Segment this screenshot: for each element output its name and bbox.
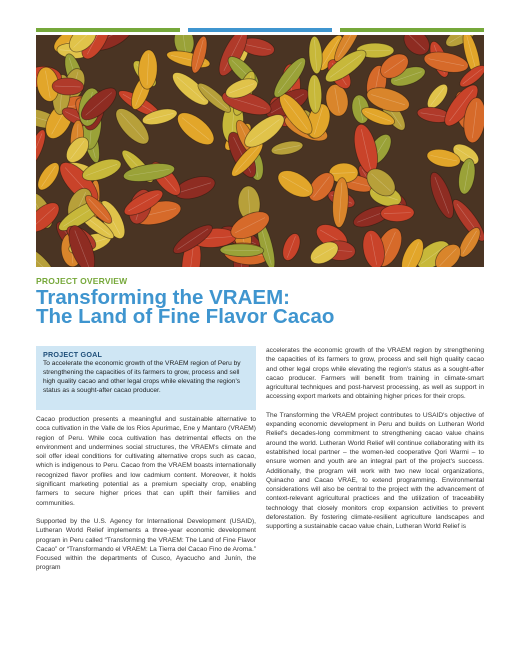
- top-bar-green-right: [340, 28, 484, 32]
- left-paragraph-1: Cacao production presents a meaningful and sustainable alternative to coca cultivation in the Valle de los Ríos Apurimac, Ene y Mantaro (VRAEM) region of Peru. While coca cultivation has detrimental effects on the environment and undermines social structures, the VRAEM's climate and soil offer ideal conditions for cultivating alternative crops such as cacao, which is indigenous to Peru. Cacao from the VRAEM boasts internationally recognized flavor profiles and low cadmium content. Moreover, it holds significant marketing potential as a premium specialty crop, enabling farmers to secure higher prices that can uplift their families and communities.: [36, 416, 256, 507]
- top-bar-blue: [188, 28, 332, 32]
- title-line-2: The Land of Fine Flavor Cacao: [36, 305, 335, 328]
- project-goal-label: PROJECT GOAL: [43, 350, 103, 359]
- right-column: [266, 346, 484, 541]
- left-column: [36, 415, 256, 582]
- top-bar-green: [36, 28, 180, 32]
- title-line-1: Transforming the VRAEM:: [36, 286, 290, 309]
- page-title: [36, 288, 484, 326]
- hero-image-cacao-pods: [36, 35, 484, 267]
- right-paragraph-1: accelerates the economic growth of the VRAEM region by strengthening the capacities of its farmers to grow, process and sell high quality cacao and other legal crops while elevating the region's status as a sought-after cacao producer. Farmers will benefit from training in climate-smart agricultural techniques and post-harvest processing, as well as support in accessing export markets and obtaining higher prices for their crops.: [266, 347, 484, 401]
- cacao-pods-illustration: [36, 35, 484, 267]
- project-goal-box: [36, 346, 256, 410]
- section-label: PROJECT OVERVIEW: [36, 276, 128, 286]
- left-paragraph-2: Supported by the U.S. Agency for International Development (USAID), Lutheran World Relief implements a three-year economic development program in Peru called “Transforming the VRAEM: The Land of Fine Flavor Cacao” or “Transformando el VRAEM: La Tierra del Cacao Fino de Aroma.” Focused within the departments of Cusco, Ayacucho and Junín, the program: [36, 517, 256, 572]
- project-goal-text: To accelerate the economic growth of the VRAEM region of Peru by strengthening the capacities of its farmers to grow, process and sell high quality cacao and other legal crops while elevating the region's status as a sought-after cacao producer.: [43, 360, 241, 395]
- right-paragraph-2: The Transforming the VRAEM project contributes to USAID's objective of expanding economic development in Peru and builds on Lutheran World Relief's decades-long commitment to strengthening cacao value chains around the world. Lutheran World Relief will continue collaborating with its established local partner – the women-led cooperative Qori Warmi – to ensure women and youth are an integral part of the project's success. Additionally, the program will work with two new local organizations, Quinacho and Cacao VRAE, to extend programming. Environmental considerations will also be central to the project with the advancement of context-relevant agricultural practices and the utilization of traceability technology that closely monitors crop expansion activities to prevent deforestation. By fostering climate-resilient agriculture landscapes and supporting a sustainable cacao value chain, Lutheran World Relief is: [266, 411, 484, 531]
